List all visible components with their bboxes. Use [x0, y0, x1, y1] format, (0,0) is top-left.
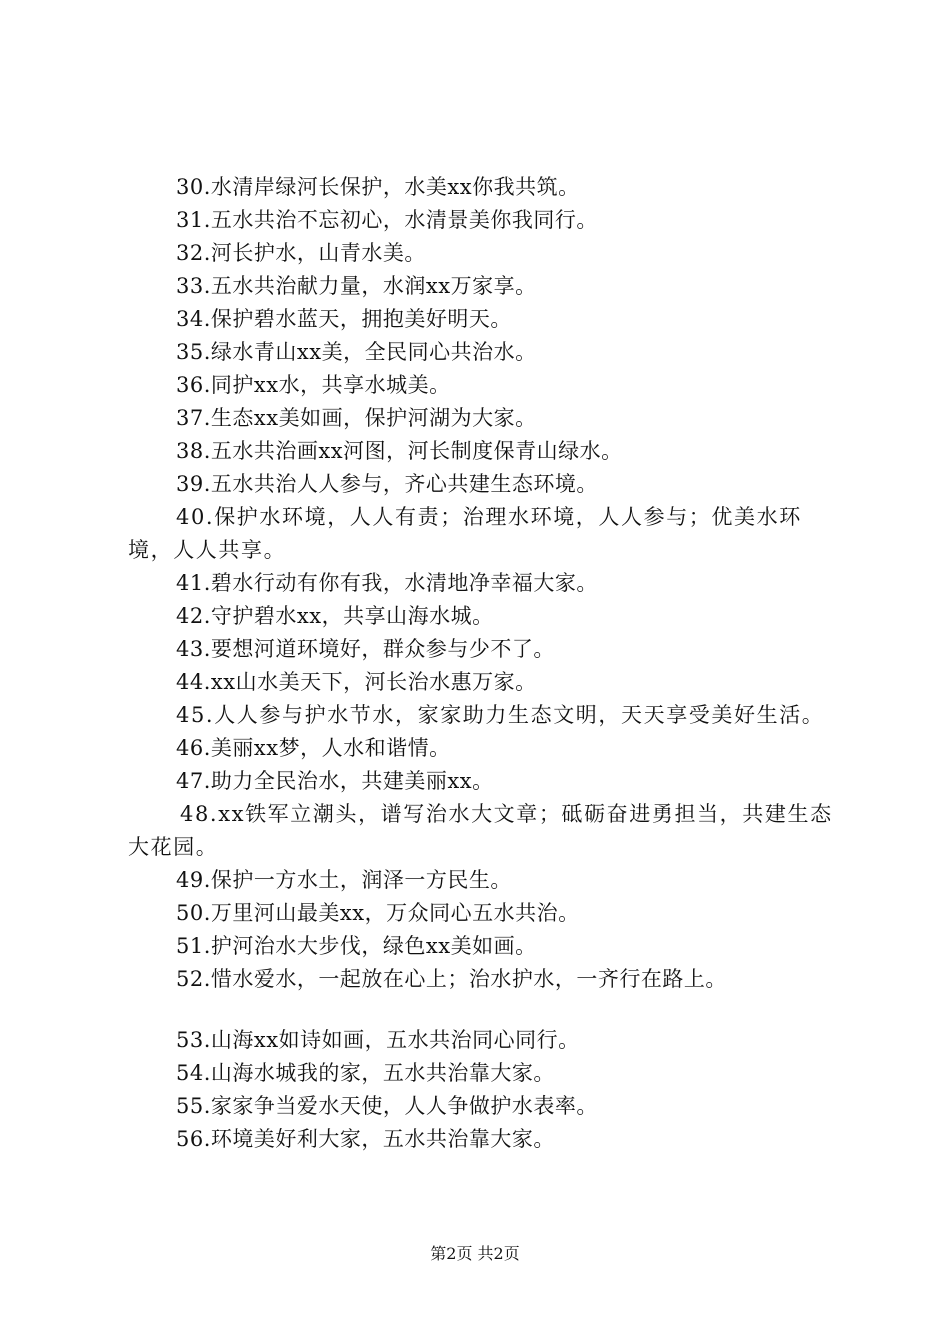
slogan-item: 30.水清岸绿河长保护，水美xx你我共筑。: [176, 175, 580, 199]
slogan-item: 36.同护xx水，共享水城美。: [176, 373, 451, 397]
slogan-item: 38.五水共治画xx河图，河长制度保青山绿水。: [176, 439, 623, 463]
slogan-item: 50.万里河山最美xx，万众同心五水共治。: [176, 901, 580, 925]
slogan-item: 34.保护碧水蓝天，拥抱美好明天。: [176, 307, 512, 331]
slogan-item: 47.助力全民治水，共建美丽xx。: [176, 769, 494, 793]
slogan-item: 53.山海xx如诗如画，五水共治同心同行。: [176, 1028, 580, 1052]
slogan-list: [128, 171, 833, 1156]
slogan-item: 45.人人参与护水节水，家家助力生态文明，天天享受美好生活。: [176, 703, 825, 727]
slogan-item: 42.守护碧水xx，共享山海水城。: [176, 604, 494, 628]
slogan-item: 43.要想河道环境好，群众参与少不了。: [176, 637, 555, 661]
slogan-item: 44.xx山水美天下，河长治水惠万家。: [176, 670, 537, 694]
slogan-item: 39.五水共治人人参与，齐心共建生态环境。: [176, 472, 598, 496]
paragraph-gap: [128, 996, 833, 1024]
slogan-item: 32.河长护水，山青水美。: [176, 241, 426, 265]
slogan-item: 46.美丽xx梦，人水和谐情。: [176, 736, 451, 760]
slogan-item: 33.五水共治献力量，水润xx万家享。: [176, 274, 537, 298]
slogan-item: 56.环境美好利大家，五水共治靠大家。: [176, 1127, 555, 1151]
slogan-item: 55.家家争当爱水天使，人人争做护水表率。: [176, 1094, 598, 1118]
slogan-item: 31.五水共治不忘初心，水清景美你我同行。: [176, 208, 598, 232]
slogan-item: 54.山海水城我的家，五水共治靠大家。: [176, 1061, 555, 1085]
slogan-item: 40.保护水环境，人人有责；治理水环境，人人参与；优美水环境，人人共享。: [128, 505, 802, 562]
slogan-item: 35.绿水青山xx美，全民同心共治水。: [176, 340, 537, 364]
page-footer: 第2页 共2页: [430, 1244, 520, 1263]
slogan-item: 48.xx铁军立潮头，谱写治水大文章；砥砺奋进勇担当，共建生态大花园。: [128, 802, 833, 859]
slogan-item: 37.生态xx美如画，保护河湖为大家。: [176, 406, 537, 430]
slogan-item: 52.惜水爱水，一起放在心上；治水护水，一齐行在路上。: [176, 967, 727, 991]
slogan-item: 41.碧水行动有你有我，水清地净幸福大家。: [176, 571, 598, 595]
slogan-item: 51.护河治水大步伐，绿色xx美如画。: [176, 934, 537, 958]
slogan-item: 49.保护一方水土，润泽一方民生。: [176, 868, 512, 892]
